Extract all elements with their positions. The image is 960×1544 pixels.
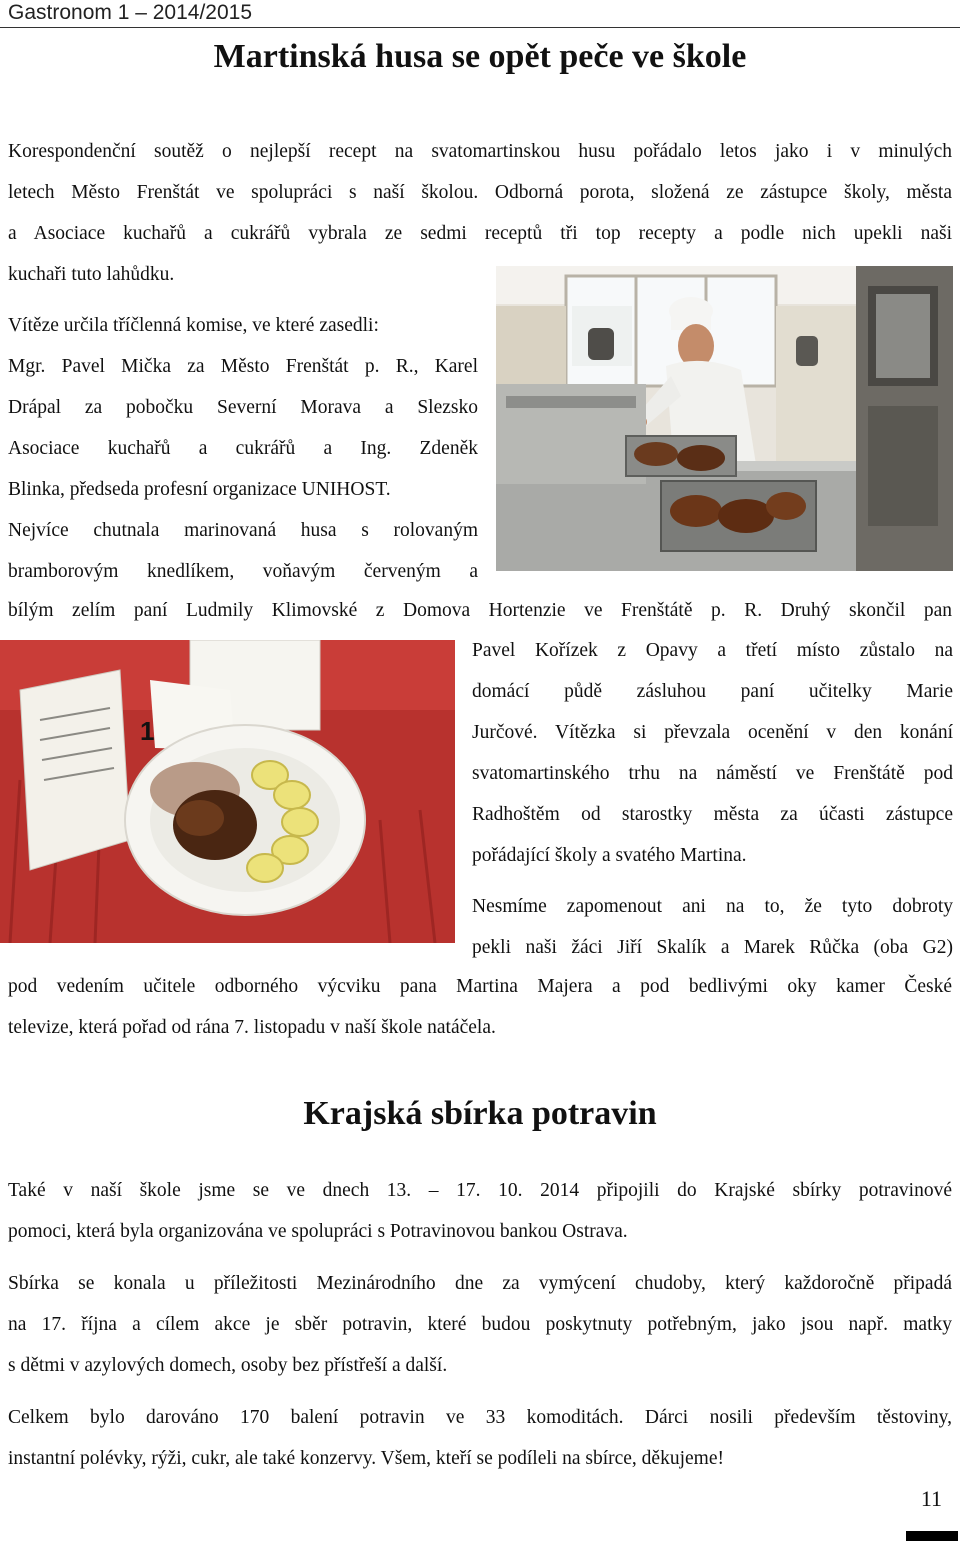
text-line: na 17. října a cílem akce je sběr potravin, které budou poskytnuty potřebným, jako jsou např. matky <box>8 1314 952 1335</box>
full-width-paragraph-line <box>8 590 952 631</box>
article-title-sbirka: Krajská sbírka potravin <box>303 1095 657 1132</box>
text-line: pomoci, která byla organizována ve spolupráci s Potravinovou bankou Ostrava. <box>8 1221 628 1242</box>
text-line: pekli naši žáci Jiří Skalík a Marek Růčka (oba G2) <box>472 937 953 958</box>
text-line: Mgr. Pavel Mička za Město Frenštát p. R., Karel <box>8 356 478 377</box>
text-line: bramborovým knedlíkem, voňavým červeným a <box>8 561 478 582</box>
text-line: bílým zelím paní Ludmily Klimovské z Domova Hortenzie ve Frenštátě p. R. Druhý skončil pan <box>8 600 952 621</box>
text-line: Vítěze určila tříčlenná komise, ve které zasedli: <box>8 315 379 336</box>
text-line: pořádající školy a svatého Martina. <box>472 845 747 866</box>
text-line: svatomartinského trhu na náměstí ve Frenštátě pod <box>472 763 953 784</box>
plate-photo <box>0 640 455 943</box>
text-line: Nesmíme zapomenout ani na to, že tyto dobroty <box>472 896 953 917</box>
closing-paragraph <box>8 966 952 1048</box>
text-line: Celkem bylo darováno 170 balení potravin ve 33 komoditách. Dárci nosili především těstoviny, <box>8 1407 952 1428</box>
sbirka-paragraph-3 <box>8 1397 952 1479</box>
text-line: s dětmi v azylových domech, osoby bez přístřeší a další. <box>8 1355 448 1376</box>
students-paragraph <box>472 886 953 968</box>
text-line: Také v naší škole jsme se ve dnech 13. – 17. 10. 2014 připojili do Krajské sbírky potravinové <box>8 1180 952 1201</box>
text-line: Jurčové. Vítězka si převzala ocenění v den konání <box>472 722 953 743</box>
text-line: Asociace kuchařů a cukrářů a Ing. Zdeněk <box>8 438 478 459</box>
text-line: letech Město Frenštát ve spolupráci s naší školou. Odborná porota, složená ze zástupce školy, města <box>8 182 952 203</box>
text-line: instantní polévky, rýži, cukr, ale také konzervy. Všem, kteří se podíleli na sbírce, děkujeme! <box>8 1448 724 1469</box>
jury-paragraph <box>8 305 478 592</box>
text-line: a Asociace kuchařů a cukrářů vybrala ze sedmi receptů tři top recepty a podle nich upekli naši <box>8 223 952 244</box>
text-line: Korespondenční soutěž o nejlepší recept na svatomartinskou husu pořádalo letos jako i v minulých <box>8 141 952 162</box>
text-line: domácí půdě zásluhou paní učitelky Marie <box>472 681 953 702</box>
plate-number-card: 1 <box>140 716 155 746</box>
text-line: Radhoštěm od starostky města za účasti zástupce <box>472 804 953 825</box>
winner-paragraph <box>472 630 953 876</box>
text-line: Nejvíce chutnala marinovaná husa s rolovaným <box>8 520 478 541</box>
text-line: Drápal za pobočku Severní Morava a Slezsko <box>8 397 478 418</box>
text-line: Pavel Kořízek z Opavy a třetí místo zůstalo na <box>472 640 953 661</box>
text-line: Sbírka se konala u příležitosti Mezinárodního dne za vymýcení chudoby, který každoročně připadá <box>8 1273 952 1294</box>
text-line: pod vedením učitele odborného výcviku pana Martina Majera a pod bedlivými oky kamer České <box>8 976 952 997</box>
sbirka-paragraph-1 <box>8 1170 952 1252</box>
page-footer-bar <box>906 1531 958 1541</box>
running-header <box>0 0 960 28</box>
text-line: kuchaři tuto lahůdku. <box>8 264 175 285</box>
kitchen-photo <box>496 266 953 571</box>
text-line: Blinka, předseda profesní organizace UNIHOST. <box>8 479 391 500</box>
text-line: televize, která pořad od rána 7. listopadu v naší škole natáčela. <box>8 1017 496 1038</box>
article-title-martinska-husa: Martinská husa se opět peče ve škole <box>213 38 747 75</box>
sbirka-paragraph-2 <box>8 1263 952 1386</box>
header-text: Gastronom 1 – 2014/2015 <box>8 1 253 24</box>
page-number: 11 <box>920 1486 942 1511</box>
